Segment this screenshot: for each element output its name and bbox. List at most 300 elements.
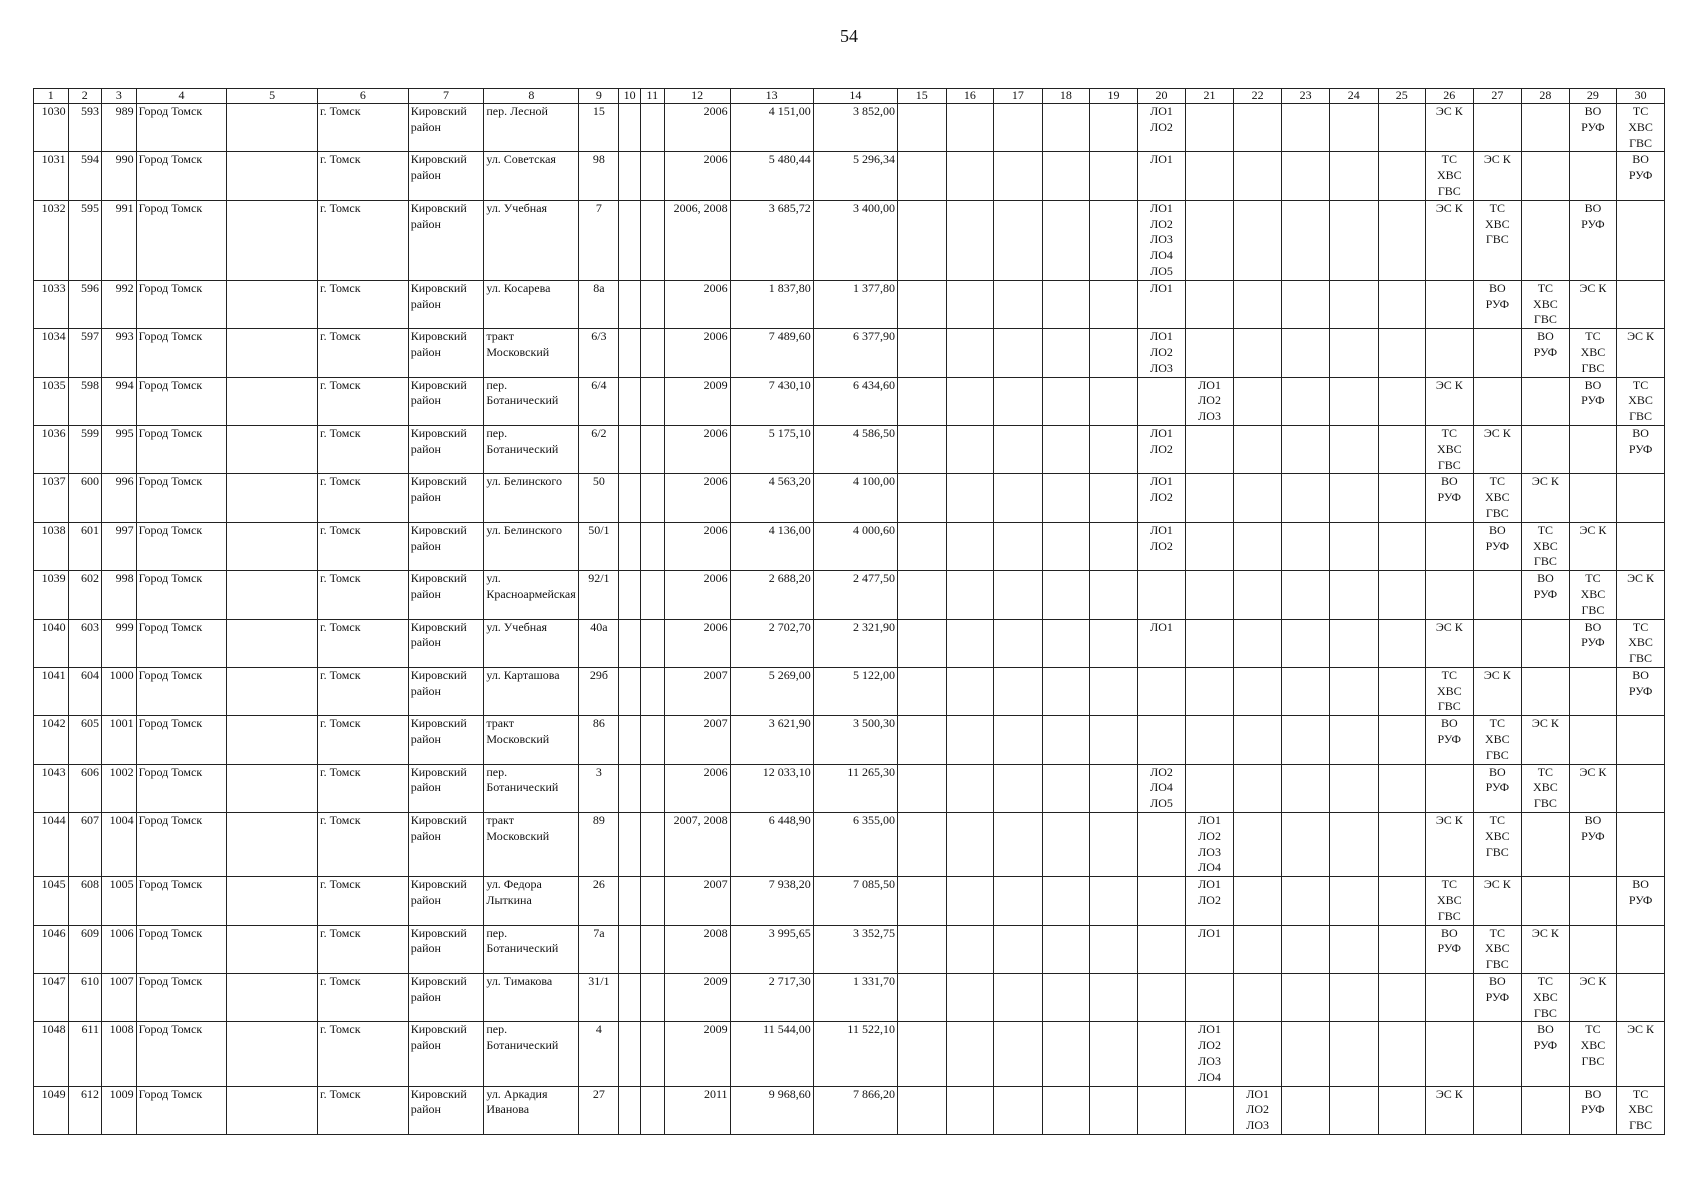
living-area-cell: 4 000,60 xyxy=(813,522,897,570)
work-code-cell-26: ЭС К xyxy=(1426,377,1474,425)
work-code-cell-23 xyxy=(1282,877,1330,925)
work-code-cell-15 xyxy=(897,104,946,152)
work-code-cell-18 xyxy=(1042,1086,1090,1134)
repair-year-cell: 2006 xyxy=(664,571,730,619)
work-code-cell-24 xyxy=(1329,813,1378,877)
building-number-cell: 31/1 xyxy=(579,974,619,1022)
work-code-cell-16 xyxy=(946,974,994,1022)
work-code-cell-23 xyxy=(1282,925,1330,973)
work-code-cell-16 xyxy=(946,104,994,152)
work-code-cell-29: ТС ХВС ГВС xyxy=(1569,571,1617,619)
work-code-cell-30 xyxy=(1617,974,1665,1022)
work-code-cell-26 xyxy=(1426,522,1474,570)
work-code-cell-22 xyxy=(1233,152,1282,200)
work-code-cell-21: ЛО1 ЛО2 xyxy=(1186,877,1234,925)
district-cell: Кировский район xyxy=(408,925,484,973)
work-code-cell-23 xyxy=(1282,522,1330,570)
column-header-27: 27 xyxy=(1473,89,1522,104)
city-cell: г. Томск xyxy=(318,280,409,328)
work-code-cell-20 xyxy=(1137,1022,1186,1086)
work-code-cell-20: ЛО1 xyxy=(1137,280,1186,328)
work-code-cell-28: ЭС К xyxy=(1522,716,1570,764)
work-code-cell-23 xyxy=(1282,1022,1330,1086)
entry-number-cell: 1009 xyxy=(102,1086,137,1134)
work-code-cell-24 xyxy=(1329,619,1378,667)
work-code-cell-16 xyxy=(946,877,994,925)
group-number-cell: 596 xyxy=(68,280,101,328)
municipality-cell: Город Томск xyxy=(136,280,227,328)
work-code-cell-19 xyxy=(1090,377,1138,425)
total-area-cell: 1 837,80 xyxy=(730,280,813,328)
column-11-cell xyxy=(640,280,664,328)
work-code-cell-20: ЛО1 xyxy=(1137,619,1186,667)
work-code-cell-26: ЭС К xyxy=(1426,104,1474,152)
street-cell: тракт Московский xyxy=(484,716,579,764)
work-code-cell-30: ТС ХВС ГВС xyxy=(1617,377,1665,425)
work-code-cell-18 xyxy=(1042,877,1090,925)
table-row xyxy=(34,329,1665,377)
work-code-cell-27: ЭС К xyxy=(1473,425,1522,473)
work-code-cell-15 xyxy=(897,474,946,522)
work-code-cell-23 xyxy=(1282,152,1330,200)
work-code-cell-30 xyxy=(1617,200,1665,280)
table-row xyxy=(34,619,1665,667)
district-cell: Кировский район xyxy=(408,764,484,812)
building-number-cell: 86 xyxy=(579,716,619,764)
district-cell: Кировский район xyxy=(408,571,484,619)
city-cell: г. Томск xyxy=(318,1022,409,1086)
entry-number-cell: 997 xyxy=(102,522,137,570)
column-10-cell xyxy=(619,1086,641,1134)
work-code-cell-16 xyxy=(946,716,994,764)
work-code-cell-23 xyxy=(1282,667,1330,715)
work-code-cell-17 xyxy=(994,474,1043,522)
work-code-cell-21 xyxy=(1186,1086,1234,1134)
work-code-cell-24 xyxy=(1329,474,1378,522)
work-code-cell-17 xyxy=(994,619,1043,667)
work-code-cell-25 xyxy=(1378,619,1426,667)
work-code-cell-26: ЭС К xyxy=(1426,619,1474,667)
work-code-cell-23 xyxy=(1282,764,1330,812)
work-code-cell-20 xyxy=(1137,925,1186,973)
work-code-cell-15 xyxy=(897,200,946,280)
work-code-cell-29: ВО РУФ xyxy=(1569,200,1617,280)
building-number-cell: 27 xyxy=(579,1086,619,1134)
work-code-cell-27 xyxy=(1473,1022,1522,1086)
work-code-cell-15 xyxy=(897,1022,946,1086)
work-code-cell-18 xyxy=(1042,619,1090,667)
page-number: 54 xyxy=(840,26,858,46)
city-cell: г. Томск xyxy=(318,571,409,619)
street-cell: ул. Федора Лыткина xyxy=(484,877,579,925)
work-code-cell-21 xyxy=(1186,425,1234,473)
settlement-cell xyxy=(227,925,318,973)
living-area-cell: 1 377,80 xyxy=(813,280,897,328)
table-row xyxy=(34,571,1665,619)
work-code-cell-25 xyxy=(1378,152,1426,200)
work-code-cell-22 xyxy=(1233,1022,1282,1086)
living-area-cell: 2 321,90 xyxy=(813,619,897,667)
work-code-cell-16 xyxy=(946,200,994,280)
group-number-cell: 610 xyxy=(68,974,101,1022)
work-code-cell-24 xyxy=(1329,974,1378,1022)
work-code-cell-20 xyxy=(1137,667,1186,715)
work-code-cell-30 xyxy=(1617,522,1665,570)
city-cell: г. Томск xyxy=(318,200,409,280)
building-number-cell: 40а xyxy=(579,619,619,667)
work-code-cell-18 xyxy=(1042,425,1090,473)
work-code-cell-19 xyxy=(1090,522,1138,570)
column-10-cell xyxy=(619,280,641,328)
settlement-cell xyxy=(227,813,318,877)
municipality-cell: Город Томск xyxy=(136,377,227,425)
street-cell: ул. Белинского xyxy=(484,474,579,522)
work-code-cell-17 xyxy=(994,152,1043,200)
work-code-cell-19 xyxy=(1090,1086,1138,1134)
work-code-cell-22 xyxy=(1233,974,1282,1022)
work-code-cell-22 xyxy=(1233,280,1282,328)
living-area-cell: 7 866,20 xyxy=(813,1086,897,1134)
column-11-cell xyxy=(640,619,664,667)
column-10-cell xyxy=(619,974,641,1022)
work-code-cell-21: ЛО1 xyxy=(1186,925,1234,973)
work-code-cell-15 xyxy=(897,571,946,619)
living-area-cell: 6 377,90 xyxy=(813,329,897,377)
record-number-cell: 1036 xyxy=(34,425,69,473)
city-cell: г. Томск xyxy=(318,619,409,667)
work-code-cell-25 xyxy=(1378,104,1426,152)
work-code-cell-26: ЭС К xyxy=(1426,1086,1474,1134)
street-cell: ул. Советская xyxy=(484,152,579,200)
settlement-cell xyxy=(227,425,318,473)
work-code-cell-23 xyxy=(1282,1086,1330,1134)
repair-year-cell: 2009 xyxy=(664,377,730,425)
work-code-cell-30 xyxy=(1617,764,1665,812)
work-code-cell-18 xyxy=(1042,974,1090,1022)
work-code-cell-20: ЛО1 ЛО2 xyxy=(1137,522,1186,570)
column-10-cell xyxy=(619,667,641,715)
column-header-14: 14 xyxy=(813,89,897,104)
column-header-7: 7 xyxy=(408,89,484,104)
work-code-cell-21 xyxy=(1186,280,1234,328)
work-code-cell-16 xyxy=(946,329,994,377)
work-code-cell-28 xyxy=(1522,619,1570,667)
work-code-cell-24 xyxy=(1329,425,1378,473)
building-number-cell: 6/2 xyxy=(579,425,619,473)
work-code-cell-22 xyxy=(1233,813,1282,877)
column-header-11: 11 xyxy=(640,89,664,104)
work-code-cell-18 xyxy=(1042,764,1090,812)
record-number-cell: 1035 xyxy=(34,377,69,425)
column-header-10: 10 xyxy=(619,89,641,104)
work-code-cell-29: ЭС К xyxy=(1569,974,1617,1022)
work-code-cell-29 xyxy=(1569,425,1617,473)
work-code-cell-21 xyxy=(1186,522,1234,570)
work-code-cell-21: ЛО1 ЛО2 ЛО3 ЛО4 xyxy=(1186,813,1234,877)
work-code-cell-30: ЭС К xyxy=(1617,571,1665,619)
municipality-cell: Город Томск xyxy=(136,104,227,152)
table-row xyxy=(34,667,1665,715)
group-number-cell: 609 xyxy=(68,925,101,973)
living-area-cell: 6 434,60 xyxy=(813,377,897,425)
district-cell: Кировский район xyxy=(408,1022,484,1086)
work-code-cell-15 xyxy=(897,1086,946,1134)
district-cell: Кировский район xyxy=(408,667,484,715)
work-code-cell-27: ВО РУФ xyxy=(1473,974,1522,1022)
entry-number-cell: 1006 xyxy=(102,925,137,973)
table-row xyxy=(34,925,1665,973)
column-11-cell xyxy=(640,1086,664,1134)
work-code-cell-27 xyxy=(1473,1086,1522,1134)
column-header-24: 24 xyxy=(1329,89,1378,104)
record-number-cell: 1030 xyxy=(34,104,69,152)
work-code-cell-15 xyxy=(897,974,946,1022)
municipality-cell: Город Томск xyxy=(136,925,227,973)
column-11-cell xyxy=(640,104,664,152)
work-code-cell-29: ВО РУФ xyxy=(1569,619,1617,667)
settlement-cell xyxy=(227,571,318,619)
entry-number-cell: 1004 xyxy=(102,813,137,877)
entry-number-cell: 1000 xyxy=(102,667,137,715)
municipality-cell: Город Томск xyxy=(136,152,227,200)
work-code-cell-18 xyxy=(1042,522,1090,570)
work-code-cell-17 xyxy=(994,877,1043,925)
work-code-cell-27: ТС ХВС ГВС xyxy=(1473,925,1522,973)
work-code-cell-20: ЛО1 xyxy=(1137,152,1186,200)
work-code-cell-25 xyxy=(1378,1086,1426,1134)
city-cell: г. Томск xyxy=(318,974,409,1022)
work-code-cell-27 xyxy=(1473,571,1522,619)
work-code-cell-18 xyxy=(1042,377,1090,425)
column-header-22: 22 xyxy=(1233,89,1282,104)
city-cell: г. Томск xyxy=(318,813,409,877)
total-area-cell: 2 702,70 xyxy=(730,619,813,667)
table-row xyxy=(34,200,1665,280)
municipality-cell: Город Томск xyxy=(136,200,227,280)
settlement-cell xyxy=(227,522,318,570)
municipality-cell: Город Томск xyxy=(136,329,227,377)
living-area-cell: 3 352,75 xyxy=(813,925,897,973)
column-11-cell xyxy=(640,474,664,522)
work-code-cell-18 xyxy=(1042,329,1090,377)
work-code-cell-28 xyxy=(1522,667,1570,715)
group-number-cell: 593 xyxy=(68,104,101,152)
work-code-cell-21 xyxy=(1186,571,1234,619)
entry-number-cell: 995 xyxy=(102,425,137,473)
work-code-cell-16 xyxy=(946,152,994,200)
total-area-cell: 9 968,60 xyxy=(730,1086,813,1134)
work-code-cell-20: ЛО1 ЛО2 ЛО3 xyxy=(1137,329,1186,377)
work-code-cell-26: ВО РУФ xyxy=(1426,474,1474,522)
work-code-cell-20 xyxy=(1137,571,1186,619)
work-code-cell-17 xyxy=(994,571,1043,619)
living-area-cell: 2 477,50 xyxy=(813,571,897,619)
building-number-cell: 98 xyxy=(579,152,619,200)
record-number-cell: 1040 xyxy=(34,619,69,667)
repair-year-cell: 2009 xyxy=(664,1022,730,1086)
work-code-cell-22 xyxy=(1233,377,1282,425)
work-code-cell-23 xyxy=(1282,571,1330,619)
municipality-cell: Город Томск xyxy=(136,667,227,715)
municipality-cell: Город Томск xyxy=(136,1086,227,1134)
settlement-cell xyxy=(227,619,318,667)
work-code-cell-25 xyxy=(1378,925,1426,973)
work-code-cell-15 xyxy=(897,522,946,570)
living-area-cell: 4 100,00 xyxy=(813,474,897,522)
work-code-cell-22 xyxy=(1233,522,1282,570)
work-code-cell-25 xyxy=(1378,571,1426,619)
work-code-cell-18 xyxy=(1042,280,1090,328)
column-10-cell xyxy=(619,329,641,377)
work-code-cell-24 xyxy=(1329,571,1378,619)
work-code-cell-30 xyxy=(1617,813,1665,877)
work-code-cell-19 xyxy=(1090,280,1138,328)
work-code-cell-20: ЛО1 ЛО2 ЛО3 ЛО4 ЛО5 xyxy=(1137,200,1186,280)
work-code-cell-20: ЛО2 ЛО4 ЛО5 xyxy=(1137,764,1186,812)
table-row xyxy=(34,974,1665,1022)
group-number-cell: 604 xyxy=(68,667,101,715)
column-header-3: 3 xyxy=(102,89,137,104)
work-code-cell-24 xyxy=(1329,280,1378,328)
total-area-cell: 3 995,65 xyxy=(730,925,813,973)
work-code-cell-24 xyxy=(1329,522,1378,570)
work-code-cell-26: ЭС К xyxy=(1426,813,1474,877)
municipality-cell: Город Томск xyxy=(136,522,227,570)
municipality-cell: Город Томск xyxy=(136,619,227,667)
work-code-cell-28 xyxy=(1522,877,1570,925)
work-code-cell-22 xyxy=(1233,474,1282,522)
work-code-cell-20 xyxy=(1137,377,1186,425)
column-header-19: 19 xyxy=(1090,89,1138,104)
work-code-cell-19 xyxy=(1090,619,1138,667)
column-10-cell xyxy=(619,152,641,200)
entry-number-cell: 1005 xyxy=(102,877,137,925)
work-code-cell-25 xyxy=(1378,425,1426,473)
building-number-cell: 6/4 xyxy=(579,377,619,425)
table-row xyxy=(34,1086,1665,1134)
work-code-cell-27: ВО РУФ xyxy=(1473,280,1522,328)
work-code-cell-20 xyxy=(1137,716,1186,764)
column-header-20: 20 xyxy=(1137,89,1186,104)
living-area-cell: 11 265,30 xyxy=(813,764,897,812)
work-code-cell-21 xyxy=(1186,716,1234,764)
column-header-18: 18 xyxy=(1042,89,1090,104)
work-code-cell-16 xyxy=(946,1022,994,1086)
work-code-cell-18 xyxy=(1042,104,1090,152)
column-11-cell xyxy=(640,925,664,973)
column-10-cell xyxy=(619,474,641,522)
work-code-cell-17 xyxy=(994,974,1043,1022)
work-code-cell-15 xyxy=(897,877,946,925)
work-code-cell-15 xyxy=(897,377,946,425)
work-code-cell-19 xyxy=(1090,425,1138,473)
column-11-cell xyxy=(640,1022,664,1086)
work-code-cell-24 xyxy=(1329,1022,1378,1086)
column-header-13: 13 xyxy=(730,89,813,104)
column-10-cell xyxy=(619,522,641,570)
work-code-cell-17 xyxy=(994,1022,1043,1086)
street-cell: ул. Карташова xyxy=(484,667,579,715)
work-code-cell-28: ТС ХВС ГВС xyxy=(1522,764,1570,812)
total-area-cell: 3 685,72 xyxy=(730,200,813,280)
district-cell: Кировский район xyxy=(408,425,484,473)
column-11-cell xyxy=(640,329,664,377)
district-cell: Кировский район xyxy=(408,200,484,280)
work-code-cell-18 xyxy=(1042,152,1090,200)
work-code-cell-29: ТС ХВС ГВС xyxy=(1569,329,1617,377)
district-cell: Кировский район xyxy=(408,716,484,764)
district-cell: Кировский район xyxy=(408,522,484,570)
settlement-cell xyxy=(227,200,318,280)
street-cell: ул. Белинского xyxy=(484,522,579,570)
work-code-cell-17 xyxy=(994,425,1043,473)
work-code-cell-17 xyxy=(994,925,1043,973)
work-code-cell-18 xyxy=(1042,474,1090,522)
repair-year-cell: 2006 xyxy=(664,474,730,522)
work-code-cell-28 xyxy=(1522,425,1570,473)
table-row xyxy=(34,474,1665,522)
work-code-cell-26: ТС ХВС ГВС xyxy=(1426,667,1474,715)
work-code-cell-26 xyxy=(1426,974,1474,1022)
street-cell: пер. Ботанический xyxy=(484,425,579,473)
total-area-cell: 6 448,90 xyxy=(730,813,813,877)
work-code-cell-26: ТС ХВС ГВС xyxy=(1426,152,1474,200)
work-code-cell-16 xyxy=(946,925,994,973)
repair-year-cell: 2006 xyxy=(664,619,730,667)
work-code-cell-18 xyxy=(1042,1022,1090,1086)
table-row xyxy=(34,104,1665,152)
living-area-cell: 1 331,70 xyxy=(813,974,897,1022)
column-header-16: 16 xyxy=(946,89,994,104)
column-10-cell xyxy=(619,104,641,152)
work-code-cell-16 xyxy=(946,377,994,425)
column-header-21: 21 xyxy=(1186,89,1234,104)
work-code-cell-21 xyxy=(1186,619,1234,667)
work-code-cell-28: ТС ХВС ГВС xyxy=(1522,522,1570,570)
total-area-cell: 4 563,20 xyxy=(730,474,813,522)
group-number-cell: 602 xyxy=(68,571,101,619)
record-number-cell: 1049 xyxy=(34,1086,69,1134)
work-code-cell-30 xyxy=(1617,474,1665,522)
repair-year-cell: 2011 xyxy=(664,1086,730,1134)
total-area-cell: 7 489,60 xyxy=(730,329,813,377)
repair-year-cell: 2006 xyxy=(664,425,730,473)
entry-number-cell: 989 xyxy=(102,104,137,152)
city-cell: г. Томск xyxy=(318,716,409,764)
building-number-cell: 50 xyxy=(579,474,619,522)
total-area-cell: 4 151,00 xyxy=(730,104,813,152)
living-area-cell: 3 852,00 xyxy=(813,104,897,152)
column-10-cell xyxy=(619,716,641,764)
work-code-cell-29: ВО РУФ xyxy=(1569,104,1617,152)
column-10-cell xyxy=(619,425,641,473)
column-11-cell xyxy=(640,974,664,1022)
work-code-cell-19 xyxy=(1090,474,1138,522)
work-code-cell-27: ВО РУФ xyxy=(1473,522,1522,570)
work-code-cell-21 xyxy=(1186,764,1234,812)
street-cell: ул. Красноармейская xyxy=(484,571,579,619)
living-area-cell: 5 122,00 xyxy=(813,667,897,715)
work-code-cell-17 xyxy=(994,377,1043,425)
table-body xyxy=(34,104,1665,1135)
work-code-cell-25 xyxy=(1378,280,1426,328)
city-cell: г. Томск xyxy=(318,425,409,473)
work-code-cell-23 xyxy=(1282,425,1330,473)
district-cell: Кировский район xyxy=(408,474,484,522)
total-area-cell: 5 480,44 xyxy=(730,152,813,200)
work-code-cell-21 xyxy=(1186,667,1234,715)
work-code-cell-22 xyxy=(1233,716,1282,764)
